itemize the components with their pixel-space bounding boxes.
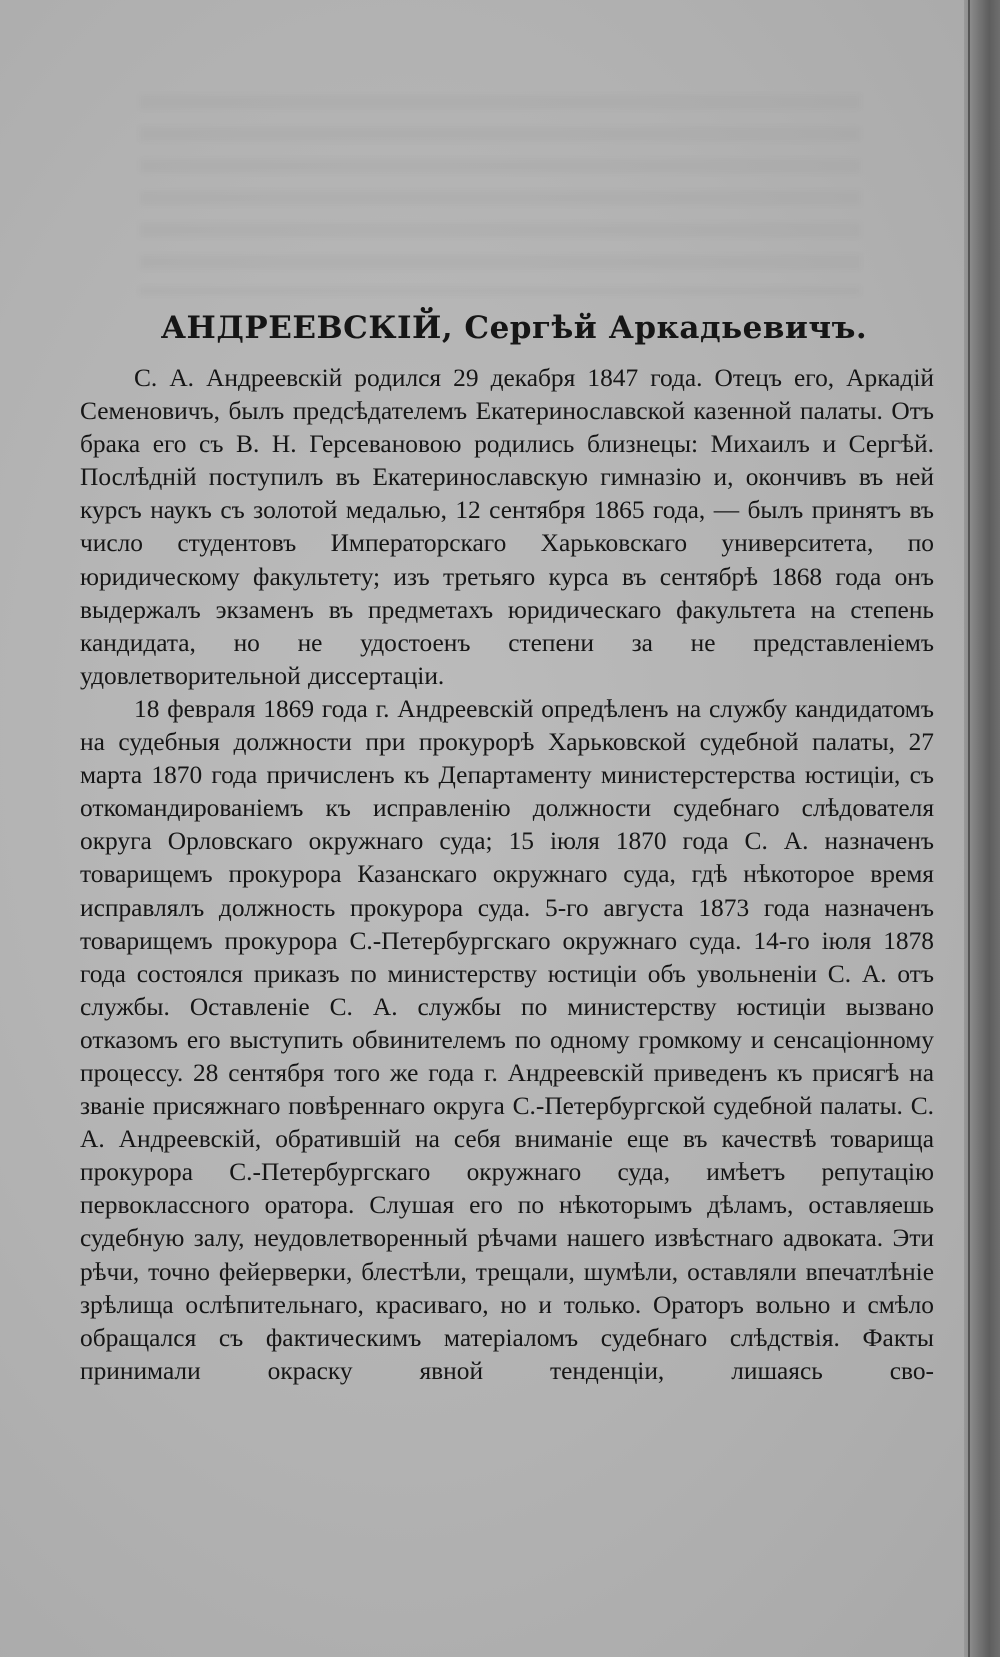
page-text — [80, 308, 934, 1388]
show-through-text — [140, 95, 860, 295]
page-edge-line — [968, 0, 970, 1657]
paragraph-biography-career: 18 февраля 1869 года г. Андреевскій опредѣленъ на службу кандидатомъ на судебныя должности при прокурорѣ Харьковской судебной палаты, 27 марта 1870 года причисленъ къ Департаменту министерстерства юстиціи, съ откомандированіемъ къ исправленію должности судебнаго слѣдователя округа Орловскаго окружнаго суда; 15 іюля 1870 года С. А. назначенъ товарищемъ прокурора Казанскаго окружнаго суда, гдѣ нѣкоторое время исправлялъ должность прокурора суда. 5-го августа 1873 года назначенъ товарищемъ прокурора С.-Петербургскаго окружнаго суда. 14-го іюля 1878 года состоялся приказъ по министерству юстиціи объ увольненіи С. А. отъ службы. Оставленіе С. А. службы по министерству юстиціи вызвано отказомъ его выступить обвинителемъ по одному громкому и сенсаціонному процессу. 28 сентября того же года г. Андреевскій приведенъ къ присягѣ на званіе присяжнаго повѣреннаго округа С.-Петербургской судебной палаты. С. А. Андреевскій, обратившій на себя вниманіе еще въ качествѣ товарища прокурора С.-Петербургскаго окружнаго суда, имѣетъ репутацію первоклассного оратора. Слушая его по нѣкоторымъ дѣламъ, оставляешь судебную залу, неудовлетворенный рѣчами нашего извѣстнаго адвоката. Эти рѣчи, точно фейерверки, блестѣли, трещали, шумѣли, оставляли впечатлѣніе зрѣлища ослѣпительнаго, красиваго, но и только. Ораторъ вольно и смѣло обращался съ фактическимъ матеріаломъ судебнаго слѣдствія. Факты принимали окраску явной тенденціи, лишаясь сво- — [80, 694, 934, 1385]
article-title: АНДРЕЕВСКІЙ, Сергѣй Аркадьевичъ. — [160, 310, 868, 346]
paragraph-biography-early-life: С. А. Андреевскій родился 29 декабря 1847 года. Отецъ его, Аркадій Семеновичъ, былъ предсѣдателемъ Екатеринославской казенной палаты. Отъ брака его съ В. Н. Герсевановою родились близнецы: Михаилъ и Сергѣй. Послѣдній поступилъ въ Екатеринославскую гимназію и, окончивъ въ ней курсъ наукъ съ золотой медалью, 12 сентября 1865 года, — былъ принятъ въ число студентовъ Императорскаго Харьковскаго университета, по юридическому факультету; изъ третьяго курса въ сентябрѣ 1868 года онъ выдержалъ экзаменъ въ предметахъ юридическаго факультета на степень кандидата, но не удостоенъ степени за не представленіемъ удовлетворительной диссертаціи. — [80, 364, 934, 690]
